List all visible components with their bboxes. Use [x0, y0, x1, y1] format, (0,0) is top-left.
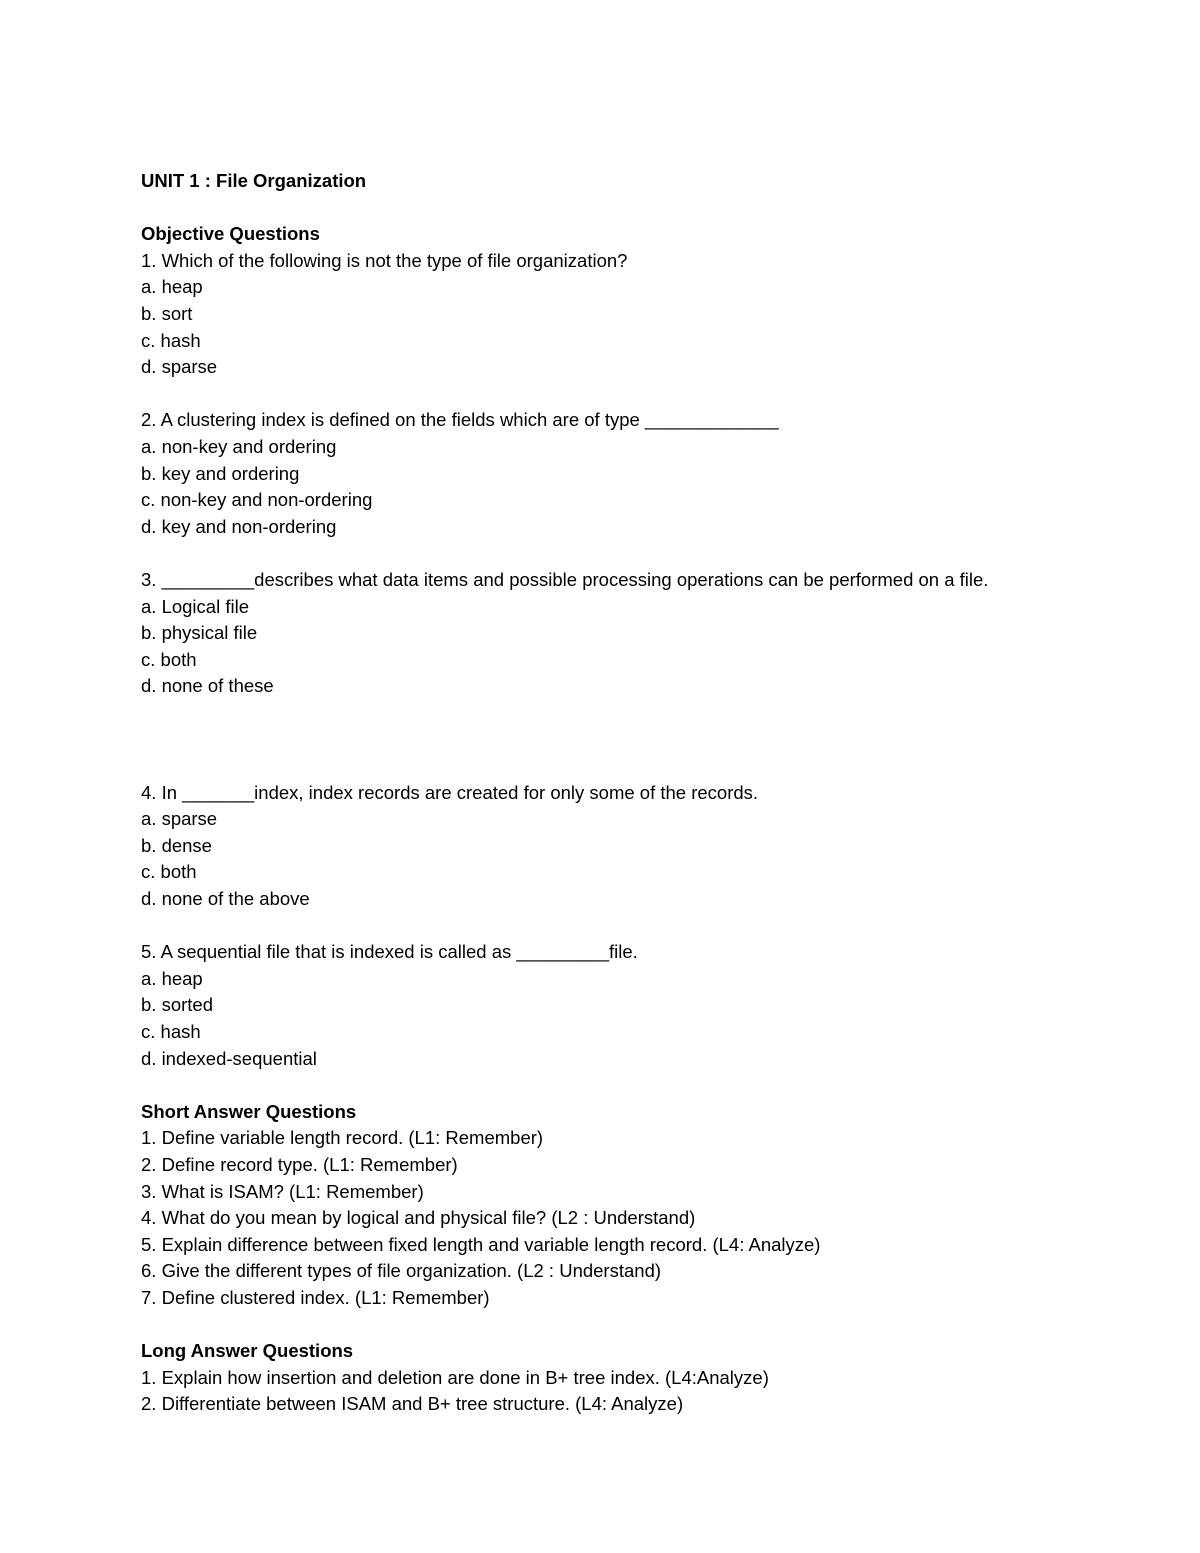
- long-question: 2. Differentiate between ISAM and B+ tree structure. (L4: Analyze): [141, 1393, 684, 1415]
- short-question: 2. Define record type. (L1: Remember): [141, 1153, 458, 1175]
- question-text: What do you mean by logical and physical file? (L2 : Understand): [161, 1207, 696, 1229]
- option: b. sorted: [141, 994, 213, 1016]
- short-question: 5. Explain difference between fixed length and variable length record. (L4: Analyze): [141, 1233, 821, 1255]
- question-number: 2: [141, 1393, 152, 1415]
- option: a. heap: [141, 276, 203, 298]
- option: a. heap: [141, 967, 203, 989]
- question-text: Explain how insertion and deletion are done in B+ tree index. (L4:Analyze): [161, 1366, 769, 1388]
- option: c. non-key and non-ordering: [141, 489, 373, 511]
- objective-question: 3. _________describes what data items and possible processing operations can be performed on a file. a. Logical file b. physical file c. both d. none of these: [141, 567, 1101, 700]
- question-text: In _______index, index records are created for only some of the records.: [161, 781, 759, 803]
- objective-heading: Objective Questions: [141, 223, 320, 245]
- question-number: 5: [141, 1233, 152, 1255]
- question-text: A sequential file that is indexed is called as _________file.: [160, 941, 638, 963]
- question-text: Which of the following is not the type of file organization?: [161, 249, 628, 271]
- question-text: Differentiate between ISAM and B+ tree structure. (L4: Analyze): [161, 1393, 684, 1415]
- short-answer-heading: Short Answer Questions: [141, 1100, 357, 1122]
- objective-question: 4. In _______index, index records are created for only some of the records. a. sparse b. dense c. both d. none of the above: [141, 780, 1101, 913]
- question-number: 4: [141, 781, 152, 803]
- question-number: 6: [141, 1260, 152, 1282]
- long-answer-heading: Long Answer Questions: [141, 1340, 354, 1362]
- question-text: Define clustered index. (L1: Remember): [161, 1286, 490, 1308]
- objective-question: 1. Which of the following is not the type of file organization? a. heap b. sort c. hash d. sparse: [141, 248, 1101, 381]
- option: b. key and ordering: [141, 462, 300, 484]
- question-number: 2: [141, 1153, 152, 1175]
- short-question: 4. What do you mean by logical and physical file? (L2 : Understand): [141, 1207, 696, 1229]
- option: a. non-key and ordering: [141, 435, 337, 457]
- short-question: 1. Define variable length record. (L1: Remember): [141, 1127, 544, 1149]
- option: d. none of the above: [141, 888, 310, 910]
- option: d. none of these: [141, 675, 274, 697]
- short-question: 3. What is ISAM? (L1: Remember): [141, 1180, 424, 1202]
- option: c. both: [141, 648, 197, 670]
- question-text: Explain difference between fixed length and variable length record. (L4: Analyze): [161, 1233, 821, 1255]
- option: b. dense: [141, 834, 212, 856]
- unit-title: UNIT 1 : File Organization: [141, 170, 367, 191]
- question-number: 5: [141, 941, 152, 963]
- option: c. hash: [141, 329, 201, 351]
- option: b. physical file: [141, 622, 258, 644]
- short-question: 7. Define clustered index. (L1: Remember): [141, 1286, 490, 1308]
- option: d. key and non-ordering: [141, 515, 337, 537]
- option: d. indexed-sequential: [141, 1047, 317, 1069]
- question-text: Define record type. (L1: Remember): [161, 1153, 458, 1175]
- question-text: What is ISAM? (L1: Remember): [161, 1180, 424, 1202]
- question-number: 4: [141, 1207, 152, 1229]
- question-text: Define variable length record. (L1: Remember): [161, 1127, 544, 1149]
- long-question: 1. Explain how insertion and deletion are done in B+ tree index. (L4:Analyze): [141, 1366, 769, 1388]
- question-number: 2: [141, 409, 152, 431]
- option: a. Logical file: [141, 595, 249, 617]
- objective-question: 2. A clustering index is defined on the fields which are of type _____________ a. non-key and ordering b. key and ordering c. non-key and non-ordering d. key and non-ordering: [141, 407, 1101, 540]
- question-text: _________describes what data items and possible processing operations can be performed on a file.: [161, 568, 989, 590]
- option: a. sparse: [141, 808, 218, 830]
- objective-question: 5. A sequential file that is indexed is called as _________file. a. heap b. sorted c. hash d. indexed-sequential: [141, 939, 1101, 1072]
- question-text: A clustering index is defined on the fields which are of type _____________: [160, 409, 779, 431]
- question-number: 3: [141, 1180, 152, 1202]
- question-number: 7: [141, 1286, 152, 1308]
- question-number: 1: [141, 249, 152, 271]
- question-number: 1: [141, 1366, 152, 1388]
- option: d. sparse: [141, 356, 218, 378]
- document-page: [141, 168, 1101, 1418]
- option: c. both: [141, 861, 197, 883]
- option: c. hash: [141, 1021, 201, 1043]
- question-number: 1: [141, 1127, 152, 1149]
- short-question: 6. Give the different types of file organization. (L2 : Understand): [141, 1260, 662, 1282]
- question-text: Give the different types of file organization. (L2 : Understand): [161, 1260, 662, 1282]
- option: b. sort: [141, 302, 193, 324]
- question-number: 3: [141, 568, 152, 590]
